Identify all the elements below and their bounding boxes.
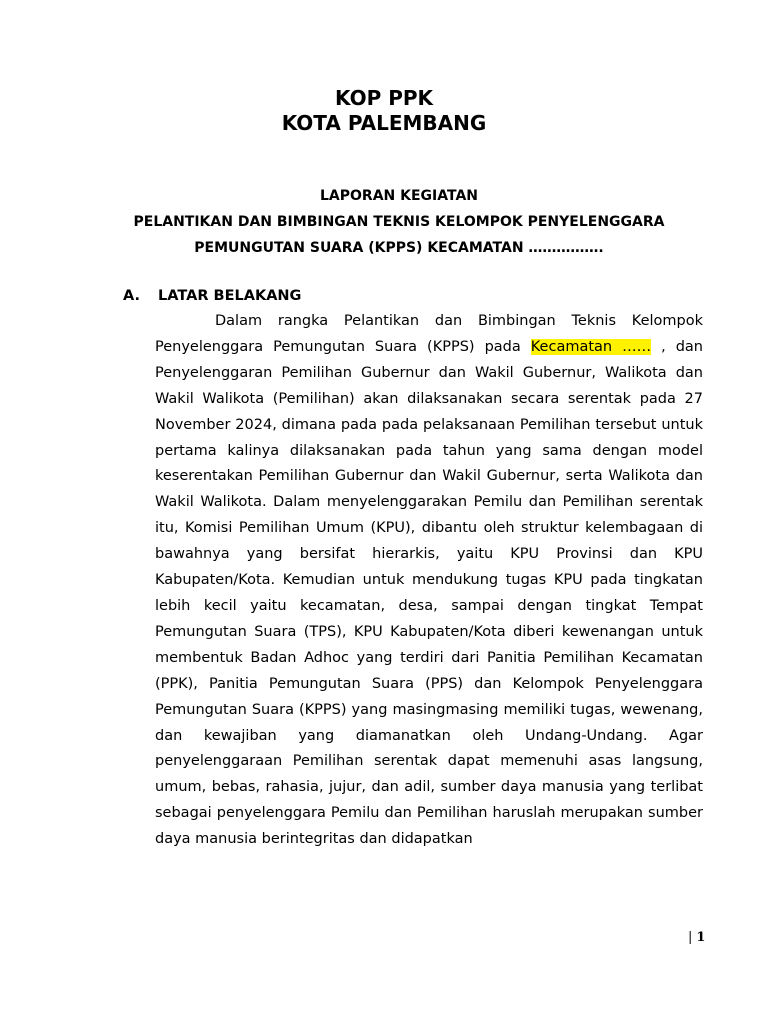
background-paragraph: [155, 309, 703, 853]
report-title-line-1: LAPORAN KEGIATAN: [320, 188, 478, 204]
letterhead: [0, 86, 768, 136]
letterhead-line-1: KOP PPK: [334, 86, 434, 110]
page-number-value: 1: [696, 930, 706, 945]
page-number: [688, 929, 705, 947]
body-text: [155, 309, 703, 853]
letterhead-line-2: KOTA PALEMBANG: [281, 111, 487, 135]
paragraph-text-start: Dalam rangka Pelantikan dan Bimbingan Teknis Kelompok Penyelenggara Pemungutan Suara (KPPS) pada: [155, 313, 703, 355]
report-title: [0, 183, 768, 261]
page-number-separator: |: [688, 930, 693, 945]
section-title: LATAR BELAKANG: [158, 288, 302, 304]
section-letter: A.: [123, 288, 140, 304]
highlighted-placeholder: Kecamatan ……: [530, 338, 652, 355]
report-title-line-3: PEMUNGUTAN SUARA (KPPS) KECAMATAN …………….: [194, 240, 604, 256]
section-heading: [123, 284, 301, 308]
report-title-line-2: PELANTIKAN DAN BIMBINGAN TEKNIS KELOMPOK PENYELENGGARA: [133, 214, 665, 230]
paragraph-text-rest: , dan Penyelenggaran Pemilihan Gubernur dan Wakil Gubernur, Walikota dan Wakil Walikota (Pemilihan) akan dilaksanakan secara serentak pada 27 November 2024, dimana pada pada pelaksanaan Pemilihan tersebut untuk pertama kalinya dilaksanakan pada tahun yang sama dengan model keserentakan Pemilihan Gubernur dan Wakil Gubernur, serta Walikota dan Wakil Walikota. Dalam menyelenggarakan Pemilu dan Pemilihan serentak itu, Komisi Pemilihan Umum (KPU), dibantu oleh struktur kelembagaan di bawahnya yang bersifat hierarkis, yaitu KPU Provinsi dan KPU Kabupaten/Kota. Kemudian untuk mendukung tugas KPU pada tingkatan lebih kecil yaitu kecamatan, desa, sampai dengan tingkat Tempat Pemungutan Suara (TPS), KPU Kabupaten/Kota diberi kewenangan untuk membentuk Badan Adhoc yang terdiri dari Panitia Pemilihan Kecamatan (PPK), Panitia Pemungutan Suara (PPS) dan Kelompok Penyelenggara Pemungutan Suara (KPPS) yang masingmasing memiliki tugas, wewenang, dan kewajiban yang diamanatkan oleh Undang-Undang. Agar penyelenggaraan Pemilihan serentak dapat memenuhi asas langsung, umum, bebas, rahasia, jujur, dan adil, sumber daya manusia yang terlibat sebagai penyelenggara Pemilu dan Pemilihan haruslah merupakan sumber daya manusia berintegritas dan didapatkan: [155, 338, 704, 848]
